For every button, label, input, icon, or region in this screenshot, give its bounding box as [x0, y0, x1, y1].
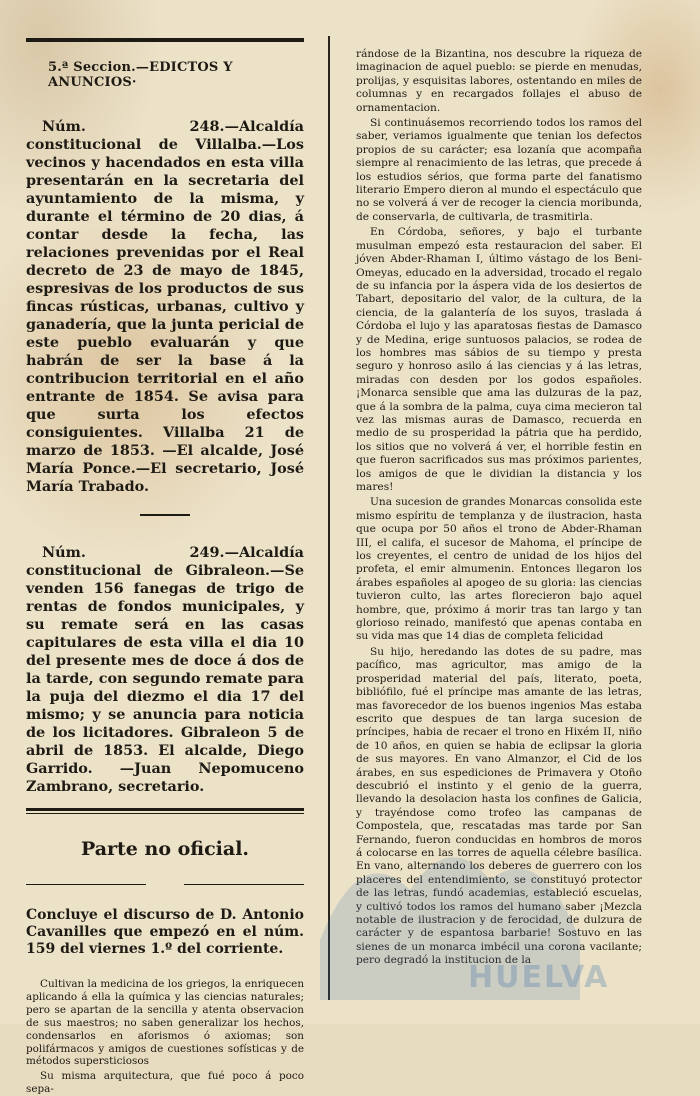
concluye-heading: Concluye el discurso de D. Antonio Cavanilles que empezó en el núm. 159 del viernes 1.º del corriente.: [26, 907, 304, 957]
right-column: [356, 48, 642, 968]
left-column: [26, 38, 304, 1096]
left-paragraph: Su misma arquitectura, que fué poco á poco sepa-: [26, 1070, 304, 1096]
column-divider: [328, 36, 330, 1000]
right-paragraph: Si continuásemos recorriendo todos los ramos del saber, veriamos igualmente que tenian los defectos propios de su carácter; esa lozanía que acompaña siempre al renacimiento de las letras, que precede á los estudios sérios, que forma parte del fanatismo literario Empero dieron al mundo el espectáculo que no se volverá á ver de recoger la ciencia moribunda, de conservarla, de cultivarla, de trasmitirla.: [356, 117, 642, 223]
notice-249: Núm. 249.—Alcaldía constitucional de Gibraleon.—Se venden 156 fanegas de trigo de rentas de fondos municipales, y su remate será en las casas capitulares de esta villa el dia 10 del presente mes de doce á dos de la tarde, con segundo remate para la puja del diezmo el dia 17 del mismo; y se anuncia para noticia de los licitadores. Gibraleon 5 de abril de 1853. El alcalde, Diego Garrido. —Juan Nepomuceno Zambrano, secretario.: [26, 544, 304, 795]
right-paragraph: rándose de la Bizantina, nos descubre la riqueza de imaginacion de aquel pueblo: se pierde en menudas, prolijas, y esquisitas labores, ostentando en miles de columnas y en recargados follajes el abuso de ornamentacion.: [356, 48, 642, 114]
split-rule: [26, 884, 304, 885]
section-rule: [26, 808, 304, 814]
top-rule: [26, 38, 304, 42]
notice-separator: [140, 514, 190, 516]
section-heading: 5.ª Seccion.—EDICTOS Y ANUNCIOS·: [48, 60, 233, 90]
watermark-text: HUELVA: [468, 960, 610, 995]
notice-248: Núm. 248.—Alcaldía constitucional de Villalba.—Los vecinos y hacendados en esta villa presentarán en la secretaria del ayuntamiento de la misma, y durante el término de 20 dias, á contar desde la fecha, las relaciones prevenidas por el Real decreto de 23 de mayo de 1845, espresivas de los productos de sus fincas rústicas, urbanas, cultivo y ganadería, que la junta pericial de este pueblo evaluarán y que habrán de ser la base á la contribucion territorial en el año entrante de 1854. Se avisa para que surta los efectos consiguientes. Villalba 21 de marzo de 1853. —El alcalde, José María Ponce.—El secretario, José María Trabado.: [26, 118, 304, 495]
parte-heading: Parte no oficial.: [80, 838, 250, 860]
right-paragraph: En Córdoba, señores, y bajo el turbante musulman empezó esta restauracion del saber. El jóven Abder-Rhaman I, último vástago de los Beni-Omeyas, educado en la adversidad, trocado el regalo de su infancia por la áspera vida de los desiertos de Tabart, depositario del valor, de la cultura, de la ciencia, de la galantería de los suyos, traslada á Córdoba el lujo y las aparatosas fiestas de Damasco y de Medina, erige suntuosos palacios, se rodea de los hombres mas sábios de su tiempo y presta seguro y honroso asilo á las ciencias y á las letras, miradas con desden por los godos españoles. ¡Monarca sensible que ama las dulzuras de la paz, que á la sombra de la palma, cuya cima mecieron tal vez las mismas auras de Damasco, recuerda en medio de su prosperidad la pátria que ha perdido, los sitios que no volverá á ver, el horrible festin en que fueron sacrificados sus mas próximos parientes, los amigos de que le dividian la distancia y los mares!: [356, 226, 642, 493]
right-paragraph: Una sucesion de grandes Monarcas consolida este mismo espíritu de templanza y de ilustracion, hasta que ocupa por 50 años el trono de Abder-Rhaman III, el califa, el sucesor de Mahoma, el príncipe de los creyentes, el centro de unidad de los hijos del profeta, el emir almumenin. Entonces llegaron los árabes españoles al apogeo de su gloria: las ciencias tuvieron culto, las artes florecieron bajo aquel hombre, que, próximo á morir tras tan largo y tan glorioso reinado, manifestó que apenas contaba en su vida mas que 14 dias de completa felicidad: [356, 496, 642, 643]
left-paragraph: Cultivan la medicina de los griegos, la enriquecen aplicando á ella la química y las ciencias naturales; pero se apartan de la sencilla y atenta observacion de sus maestros; no saben generalizar los hechos, condensarlos en aforismos ó axiomas; son polifármacos y amigos de cuestiones sofísticas y de métodos supersticiosos: [26, 978, 305, 1068]
right-paragraph: Su hijo, heredando las dotes de su padre, mas pacífico, mas agricultor, mas amigo de la prosperidad material del país, literato, poeta, bibliófilo, fué el príncipe mas amante de las letras, mas favorecedor de los buenos ingenios Mas estaba escrito que despues de tan larga sucesion de príncipes, habia de recaer el trono en Hixém II, niño de 10 años, en quien se habia de eclipsar la gloria de sus mayores. En vano Almanzor, el Cid de los árabes, en sus espediciones de Primavera y Otoño descubrió el instinto y el genio de la guerra, llevando la desolacion hasta los confines de Galicia, y trayéndose como trofeo las campanas de Compostela, que, rescatadas mas tarde por San Fernando, fueron conducidas en hombros de moros á colocarse en las torres de aquella célebre basílica. En vano, alternando los deberes de guerrero con los placeres del entendimiento, se constituyó protector de las letras, fundó academias, estableció escuelas, y cultivó todos los ramos del humano saber ¡Mezcla notable de ilustracion y de ferocidad, de dulzura de carácter y de espantosa barbarie! Sostuvo en las sienes de un monarca imbécil una corona vacilante; pero degradó la institucion de la: [356, 645, 642, 967]
